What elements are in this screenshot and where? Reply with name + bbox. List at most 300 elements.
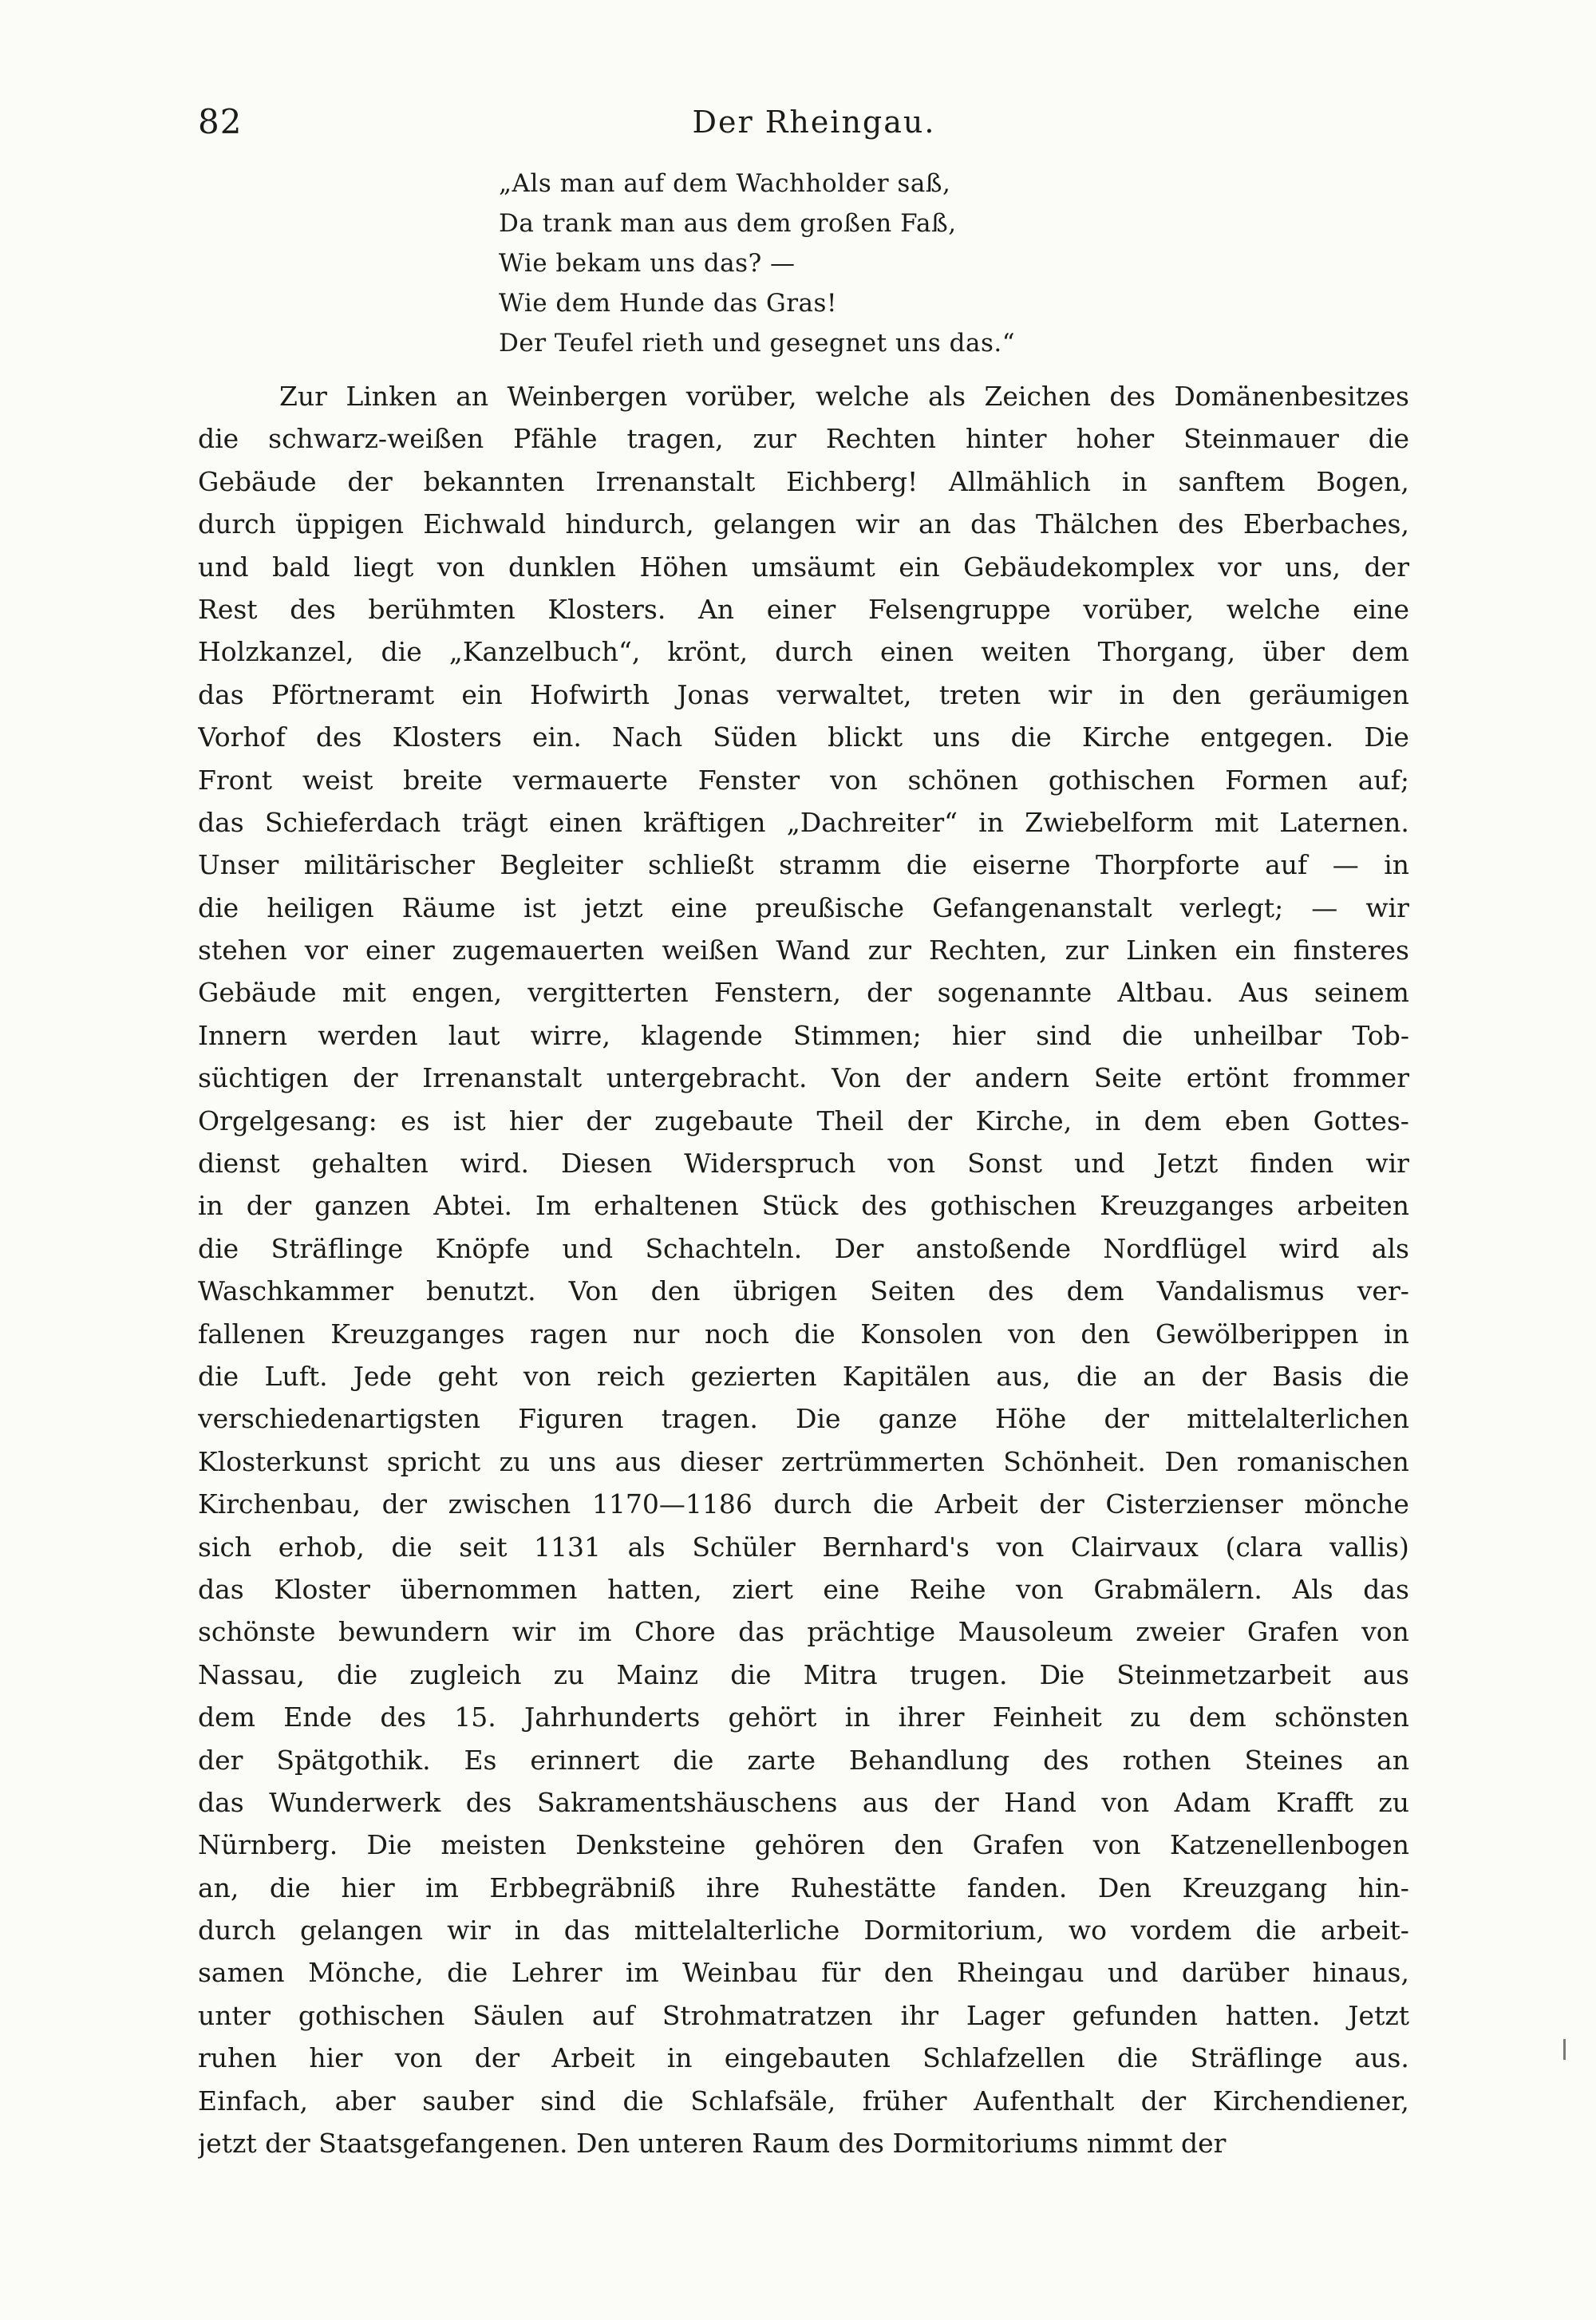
word: die [1010,721,1052,753]
word: früher [862,2085,947,2116]
word: Vorhof [198,721,286,753]
text-line [198,1526,1409,1568]
word: Von [832,1062,881,1094]
word: das [198,678,244,710]
word: die [1255,1915,1297,1947]
word: dieser [679,1445,763,1477]
text-line [198,1441,1409,1483]
word: im [625,1957,659,1989]
word: sind [540,2085,596,2116]
word: nur [633,1318,680,1350]
verse-line: Da trank man aus dem großen Faß, [499,209,957,238]
word: Steinmauer [1183,423,1339,455]
word: als [1371,1232,1409,1264]
word: den [894,1829,944,1861]
word: welche [815,381,910,412]
word: des [465,1786,512,1818]
word: Front [198,764,273,796]
word: Klosterkunst [198,1445,369,1477]
word: die [622,2085,664,2116]
word: breite [403,764,483,796]
word: jetzt [198,2128,266,2160]
word: das [198,806,244,838]
word: die [1368,423,1409,455]
word: Die [1039,1658,1085,1690]
word: Süden [713,721,798,753]
word: von [1361,1616,1409,1648]
word: andern [974,1062,1070,1094]
word: des [1043,1744,1089,1776]
text-line [198,1014,1409,1057]
word: Säulen [472,1999,565,2031]
word: Den [575,2128,638,2160]
word: Stimmen; [792,1019,922,1051]
word: dem [1188,1701,1246,1733]
word: meisten [440,1829,547,1861]
word: Nach [611,721,683,753]
word: im [578,1616,612,1648]
word: Nordflügel [1103,1232,1247,1264]
text-line [198,1909,1409,1951]
word: Nürnberg. [198,1829,338,1861]
word: der [907,1105,953,1136]
word: wirre, [530,1019,610,1051]
word: zwischen [448,1488,571,1520]
word: Im [535,1190,571,1222]
word: „Kanzelbuch“, [448,636,641,668]
word: von [1092,1829,1141,1861]
word: dem [1351,636,1409,668]
word: gefunden [1072,1999,1198,2031]
word: sanftem [1178,465,1286,497]
text-line [198,1696,1409,1738]
word: von [996,1531,1045,1563]
word: der [198,1744,243,1776]
word: Orgelgesang: [198,1105,377,1136]
word: einen [548,806,622,838]
word: arbeit- [1320,1915,1409,1947]
word: vergitterten [527,977,689,1009]
word: dem [198,1701,255,1733]
word: gothischen [298,1999,445,2031]
word: Wunderwerk [269,1786,441,1818]
word: zur [753,423,796,455]
word: stramm [779,849,882,881]
word: in [1384,849,1409,881]
word: Figuren [518,1403,624,1435]
word: der [474,2042,520,2074]
word: Arbeit [934,1488,1018,1520]
word: Domänenbesitzes [1174,381,1409,412]
word: süchtigen [198,1062,329,1094]
word: Diesen [560,1148,653,1180]
verse-line: „Als man auf dem Wachholder saß, [499,169,951,198]
text-line [198,887,1409,929]
word: ihre [706,1871,760,1903]
word: die [336,1658,378,1690]
word: an [1143,1360,1176,1392]
word: der [381,1488,428,1520]
text-line [198,2037,1409,2079]
word: frommer [1293,1062,1409,1094]
word: sogenannte [937,977,1092,1009]
body-text [198,375,1409,2164]
word: erhob, [278,1531,365,1563]
word: Pförtneramt [271,678,435,710]
word: zweier [1136,1616,1225,1648]
word: engen, [411,977,503,1009]
word: ist [452,1105,486,1136]
word: benutzt. [426,1275,536,1307]
word: weißen [662,935,759,966]
word: Sträflinge [1190,2042,1323,2074]
word: Jahrhunderts [523,1701,701,1733]
text-line [198,1483,1409,1525]
word: Kirche, [975,1105,1073,1136]
word: Rest [198,593,258,625]
word: ver- [1357,1275,1409,1307]
word: Gebäude [198,977,317,1009]
word: Arbeit [551,2042,635,2074]
word: auf [1265,849,1308,881]
word: ihrer [898,1701,965,1733]
word: hindurch, [565,508,694,540]
word: wird [1278,1232,1340,1264]
word: Weinbau [682,1957,798,1989]
word: Hofwirth [530,678,650,710]
text-line [198,1227,1409,1270]
word: Die [366,1829,413,1861]
word: Staatsgefangenen. [318,2128,576,2160]
word: von [523,1360,571,1392]
word: 1170—1186 [591,1488,753,1520]
word: der [353,1062,398,1094]
word: Cisterzienser [1105,1488,1283,1520]
word: Formen [1225,764,1328,796]
word: Theil [816,1105,884,1136]
word: sich [198,1531,252,1563]
word: blickt [828,721,903,753]
word: bekannten [423,465,565,497]
word: der [1140,2085,1187,2116]
text-line [198,1568,1409,1611]
word: wird. [460,1148,529,1180]
word: Knöpfe [435,1232,531,1264]
word: die [1122,1019,1163,1051]
page-number: 82 [198,102,243,141]
word: hier [341,1871,395,1903]
word: Feinheit [992,1701,1102,1733]
word: die [269,1871,311,1903]
word: von [1101,1786,1150,1818]
text-line [198,1951,1409,1994]
word: ertönt [1186,1062,1269,1094]
word: treten [938,678,1021,710]
word: Fenster [697,764,800,796]
word: — [1332,849,1359,881]
word: Luft. [264,1360,328,1392]
word: geräumigen [1248,678,1409,710]
word: mittelalterlichen [1187,1403,1409,1435]
text-line [198,716,1409,758]
word: Eberbaches, [1242,508,1409,540]
word: Nassau, [198,1658,305,1690]
word: Die [1364,721,1409,753]
word: in [514,1915,540,1947]
text-line [198,1654,1409,1696]
word: heiligen [267,891,374,923]
word: von [887,1148,936,1180]
word: zugemauerten [452,935,645,966]
word: wir [1365,1148,1409,1180]
word: Jetzt [1348,1999,1409,2031]
word: bald [272,551,330,583]
word: Felsengruppe [867,593,1051,625]
word: als [927,381,966,412]
word: hinaus, [1312,1957,1409,1989]
word: zu [553,1658,585,1690]
word: in [978,806,1004,838]
word: hin- [1357,1871,1409,1903]
word: Begleiter [500,849,623,881]
word: Waschkammer [198,1275,393,1307]
word: eben [1224,1105,1290,1136]
word: Thorpforte [1095,849,1240,881]
word: der [586,1105,631,1136]
text-line [198,1100,1409,1142]
word: darüber [1181,1957,1290,1989]
text-line [198,630,1409,673]
text-line [198,1867,1409,1909]
word: berühmten [368,593,516,625]
word: zur [1065,935,1108,966]
word: Eichberg! [786,465,918,497]
text-line [198,844,1409,886]
word: unheilbar [1193,1019,1322,1051]
word: in [1095,1105,1121,1136]
word: vor [304,935,349,966]
text-line [198,417,1409,460]
word: Steinmetzarbeit [1116,1658,1331,1690]
word: seit [459,1531,508,1563]
word: die [381,636,422,668]
word: wir [1048,678,1092,710]
word: Spätgothik. [276,1744,431,1776]
word: hier [309,2042,363,2074]
word: Bernhard's [822,1531,970,1563]
word: spricht [386,1445,481,1477]
text-line [198,1739,1409,1781]
word: schließt [647,849,754,881]
word: militärischer [303,849,475,881]
word: einer [365,935,435,966]
word: Es [464,1744,497,1776]
word: Schüler [692,1531,796,1563]
word: des [1178,508,1224,540]
word: es [401,1105,430,1136]
word: auf [591,1999,635,2031]
text-line [198,1994,1409,2037]
word: in [198,1190,223,1222]
word: zur [867,935,911,966]
word: vor [1218,551,1262,583]
verse-line: Wie dem Hunde das Gras! [499,289,837,318]
word: dunklen [508,551,617,583]
word: geht [437,1360,498,1392]
word: Rechten [825,423,937,455]
text-line [198,1355,1409,1397]
word: hier [508,1105,563,1136]
word: seinem [1314,977,1409,1009]
word: Unser [198,849,279,881]
word: die [906,849,947,881]
text-line [198,588,1409,630]
word: gezierten [690,1360,817,1392]
word: noch [704,1318,769,1350]
word: die [872,1488,915,1520]
word: Klosters [392,721,502,753]
text-line [198,801,1409,844]
word: die [198,1360,239,1392]
text-line [198,1313,1409,1355]
text-line [198,1270,1409,1312]
word: Bogen, [1316,465,1409,497]
word: übernommen [400,1573,578,1605]
word: das [563,1915,610,1947]
word: die [673,1744,714,1776]
word: das [1363,1573,1409,1605]
text-line [198,375,1409,417]
word: ganzen [314,1190,411,1222]
word: reich [596,1360,666,1392]
word: Innern [198,1019,288,1051]
word: ein [899,551,940,583]
word: Zwiebelform [1025,806,1194,838]
word: Grafen [1246,1616,1339,1648]
word: 15. [454,1701,496,1733]
word: die [198,891,239,923]
word: uns, [1285,551,1341,583]
word: Lager [966,1999,1045,2031]
word: gothischen [1048,764,1195,796]
word: (clara [1225,1531,1303,1563]
word: Sträflinge [271,1232,404,1264]
word: gothischen [930,1190,1077,1222]
word: Clairvaux [1070,1531,1199,1563]
word: weiten [981,636,1071,668]
margin-mark [1563,2039,1566,2060]
word: Höhe [994,1403,1067,1435]
word: an [918,508,951,540]
word: des [838,2128,893,2160]
word: erhaltenen [594,1190,739,1222]
word: erinnert [530,1744,640,1776]
word: des [380,1701,427,1733]
word: fallenen [198,1318,306,1350]
word: Linken [1125,935,1218,966]
word: Die [796,1403,841,1435]
word: Holzkanzel, [198,636,354,668]
word: das [738,1616,784,1648]
word: Jede [353,1360,413,1392]
word: einen [880,636,954,668]
word: wir [855,508,899,540]
text-line [198,546,1409,588]
word: schönste [198,1616,316,1648]
word: der [1201,1360,1246,1392]
word: Jetzt [1156,1148,1219,1180]
word: Widerspruch [684,1148,856,1180]
word: der [347,465,393,497]
word: Gefangenanstalt [932,891,1152,923]
word: zu [1378,1786,1409,1818]
word: Ende [283,1701,353,1733]
word: Von [568,1275,618,1307]
word: Mausoleum [958,1616,1113,1648]
word: hatten, [607,1573,702,1605]
word: die [730,1658,772,1690]
word: Schieferdach [264,806,441,838]
word: ist [523,891,556,923]
word: wo [1068,1915,1108,1947]
word: Schlafsäle, [690,2085,836,2116]
word: Behandlung [848,1744,1010,1776]
word: Einfach, [198,2085,309,2116]
word: in [666,2042,693,2074]
word: hoher [1076,423,1155,455]
word: der [1104,1403,1149,1435]
word: eingebauten [724,2042,891,2074]
word: Wand [776,935,851,966]
word: preußische [755,891,905,923]
word: durch [775,636,853,668]
word: Basis [1272,1360,1343,1392]
word: über [1262,636,1325,668]
word: hatten. [1225,1999,1321,2031]
word: Abtei. [433,1190,512,1222]
text-line [198,1057,1409,1099]
word: Irrenanstalt [422,1062,583,1094]
word: von [829,764,878,796]
word: Dormitoriums [892,2128,1087,2160]
word: vordem [1131,1915,1232,1947]
word: schönen [907,764,1019,796]
word: für [821,1957,861,1989]
word: Adam [1174,1786,1251,1818]
word: des [988,1275,1034,1307]
word: welche [1226,593,1321,625]
word: unteren [638,2128,753,2160]
word: mit [1214,806,1259,838]
word: dem [1144,1105,1202,1136]
word: ein [461,678,503,710]
word: sauber [422,2085,514,2116]
word: Seite [1093,1062,1163,1094]
word: der [1039,1488,1084,1520]
word: schönsten [1274,1701,1409,1733]
word: umsäumt [751,551,875,583]
word: dienst [198,1148,280,1180]
word: uns [933,721,981,753]
word: Thälchen [1035,508,1159,540]
word: mönche [1304,1488,1409,1520]
text-line [198,1184,1409,1227]
word: werden [318,1019,418,1051]
word: Mainz [616,1658,699,1690]
word: Vandalismus [1156,1275,1325,1307]
word: Seiten [870,1275,955,1307]
word: an [456,381,489,412]
